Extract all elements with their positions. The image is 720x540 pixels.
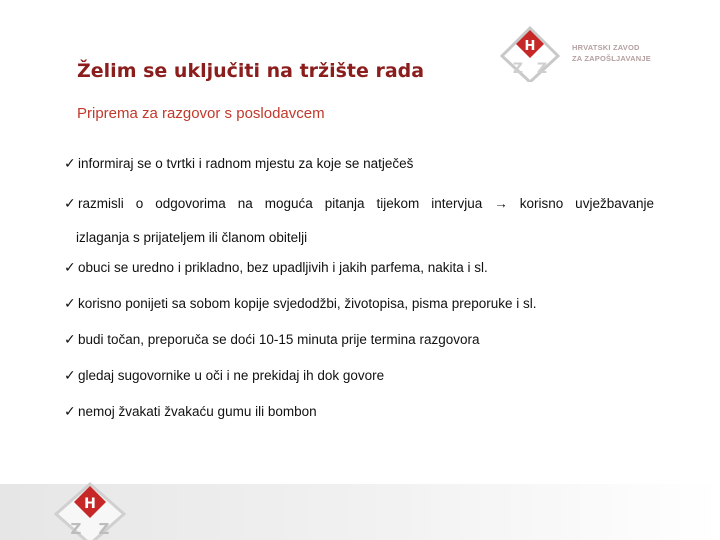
logo-text <box>572 42 651 64</box>
bullet-item <box>64 364 654 387</box>
checkmark-icon: ✓ <box>64 155 76 171</box>
bullet-item <box>64 292 654 315</box>
bullet-text: budi točan, preporuča se doći 10-15 minuta prije termina razgovora <box>78 332 480 347</box>
footer-logo-icon <box>54 482 126 540</box>
svg-text:Z: Z <box>512 61 524 77</box>
slide-title: Želim se uključiti na tržište rada <box>77 60 425 82</box>
svg-text:Z: Z <box>98 520 110 538</box>
checkmark-icon: ✓ <box>64 331 76 347</box>
logo-line-2: ZA ZAPOŠLJAVANJE <box>572 54 651 63</box>
bullet-text-continued: izlaganja s prijateljem ili članom obitelji <box>76 230 308 245</box>
checkmark-icon: ✓ <box>64 259 76 275</box>
bullet-item <box>64 328 654 351</box>
bullet-text: obuci se uredno i prikladno, bez upadljivih i jakih parfema, nakita i sl. <box>78 260 488 275</box>
bullet-text: gledaj sugovornike u oči i ne prekidaj ih dok govore <box>78 368 385 383</box>
checkmark-icon: ✓ <box>64 367 76 383</box>
bullet-text: informiraj se o tvrtki i radnom mjestu za koje se natječeš <box>78 156 414 171</box>
logo-line-1: HRVATSKI ZAVOD <box>572 43 640 52</box>
hzz-logo-icon <box>498 26 562 82</box>
hzz-logo <box>498 26 658 82</box>
bullet-text: razmisli o odgovorima na moguća pitanja tijekom intervjua → korisno uvježbavanje <box>78 196 654 211</box>
checkmark-icon: ✓ <box>64 195 76 211</box>
bullet-item <box>64 192 654 249</box>
svg-text:Z: Z <box>70 520 82 538</box>
bullet-item <box>64 152 654 175</box>
svg-text:Z: Z <box>536 61 548 77</box>
bullet-text: korisno ponijeti sa sobom kopije svjedodžbi, životopisa, pisma preporuke i sl. <box>78 296 537 311</box>
checkmark-icon: ✓ <box>64 295 76 311</box>
bullet-item <box>64 400 654 423</box>
svg-text:H: H <box>84 496 96 512</box>
bullet-item <box>64 256 654 279</box>
svg-text:H: H <box>524 39 536 54</box>
slide-subtitle: Priprema za razgovor s poslodavcem <box>77 105 325 122</box>
checkmark-icon: ✓ <box>64 403 76 419</box>
bullet-text: nemoj žvakati žvakaću gumu ili bombon <box>78 404 317 419</box>
